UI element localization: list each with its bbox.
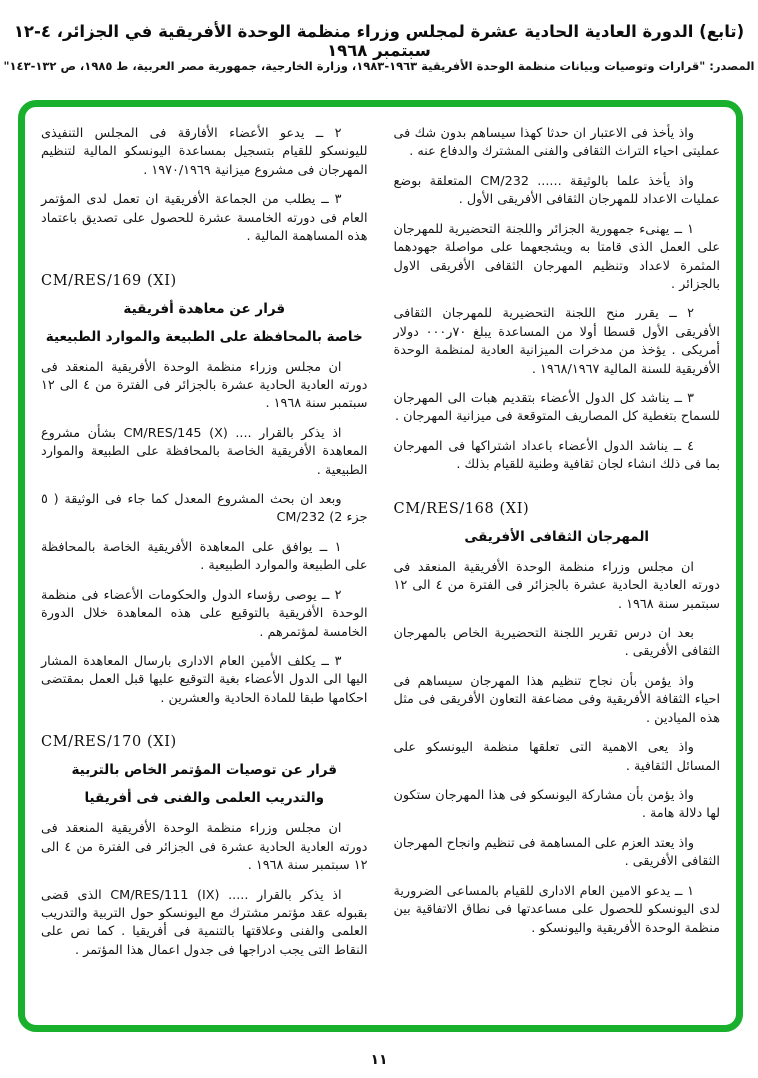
document-header-title: (تابع) الدورة العادية الحادية عشرة لمجلس وزراء منظمة الوحدة الأفريقية في الجزائر، ٤-١٢ سبتمبر ١٩٦٨ <box>13 22 745 60</box>
column-left <box>41 125 368 1015</box>
text-paragraph: واذ يؤمن بأن نجاح تنظيم هذا المهرجان سيساهم فى احياء الثقافة الأفريقية وفى مضاعفة التعاون الأفريقى فى مثل هذه الميادين . <box>393 673 720 726</box>
text-paragraph: واذ يعتد العزم على المساهمة فى تنظيم وانجاح المهرجان الثقافى الأفريقى . <box>393 835 720 870</box>
text-paragraph: ١ ــ يوافق على المعاهدة الأفريقية الخاصة بالمحافظة على الطبيعة والموارد الطبيعية . <box>41 539 368 574</box>
two-column-layout <box>41 125 720 1015</box>
text-paragraph: ٢ ــ يقرر منح اللجنة التحضيرية للمهرجان الثقافى الأفريقى الأول قسطا أولا من المساعدة يبلغ ‪٧٠ر٠٠٠‬ دولار أمريكى . يؤخذ من مدخرات الميزانية العادية لمنظمة الوحدة الأفريقية للسنة المالية ١٩٦٨/١٩٦٧ . <box>393 306 720 377</box>
text-paragraph: ١ ــ يدعو الامين العام الادارى للقيام بالمساعى الضرورية لدى اليونسكو للحصول على مساعدتها فى نطاق الاتفاقية بين منظمة الوحدة الأفريقية واليونسكو . <box>393 883 720 936</box>
document-source-line: المصدر: "قرارات وتوصيات وبيانات منظمة الوحدة الأفريقية ١٩٦٣-١٩٨٣، وزارة الخارجية، جمهورية مصر العربية، ط ١٩٨٥، ص ١٣٢-١٤٣" <box>3 59 755 73</box>
text-paragraph: اذ يذكر بالقرار ..... CM/RES/111 (IX) الذى قضى بقبوله عقد مؤتمر مشترك مع اليونسكو حول التربية والتدريب العلمى والفنى وعلاقتها بالتنمية فى أفريقيا . كما نص على النقاط التى يجب ادراجها فى جدول اعمال هذا المؤتمر . <box>41 887 368 958</box>
resolution-code: CM/RES/169 (XI) <box>41 272 177 289</box>
column-right <box>394 125 721 1015</box>
section-heading: والتدريب العلمى والفنى فى أفريقيا <box>84 790 325 807</box>
resolution-code: CM/RES/168 (XI) <box>393 500 530 517</box>
page-number: ١١ <box>370 1052 388 1068</box>
section-heading: خاصة بالمحافظة على الطبيعة والموارد الطبيعية <box>45 328 363 345</box>
text-paragraph: ٣ ــ يناشد كل الدول الأعضاء بتقديم هبات الى المهرجان للسماح بتغطية كل المصاريف المتوقعة فى ميزانية المهرجان . <box>393 391 720 425</box>
text-paragraph: ٢ ــ يوصى رؤساء الدول والحكومات الأعضاء فى منظمة الوحدة الأفريقية بالتوقيع على هذه المعاهدة خلال الدورة الخامسة لمؤتمرهم . <box>41 587 368 640</box>
section-heading: قرار عن معاهدة أفريقية <box>123 300 286 317</box>
text-paragraph: ٤ ــ يناشد الدول الأعضاء باعداد اشتراكها فى المهرجان بما فى ذلك انشاء لجان ثقافية وطنية للقيام بذلك . <box>393 438 720 473</box>
text-paragraph: وبعد ان بحث المشروع المعدل كما جاء فى الوثيقة ( ٥ جزء 2) CM/232 <box>41 492 368 526</box>
text-paragraph: واذ يأخذ علما بالوثيقة ...... CM/232 المتعلقة بوضع عمليات الاعداد للمهرجان الثقافى الأفريقى الأول . <box>393 173 720 208</box>
text-paragraph: ٣ ــ يطلب من الجماعة الأفريقية ان تعمل لدى المؤتمر العام فى دورته الخامسة عشرة للحصول على تصديق باعتماد هذه المساهمة المالية . <box>41 192 368 245</box>
text-paragraph: ٢ ــ يدعو الأعضاء الأفارقة فى المجلس التنفيذى لليونسكو للقيام بتسجيل بمساعدة اليونسكو المالية لتنظيم المهرجان فى مشروع ميزانية ١٩٧٠/١٩٦٩ . <box>41 126 368 178</box>
text-paragraph: ٣ ــ يكلف الأمين العام الادارى بارسال المعاهدة المشار اليها الى الدول الأعضاء بغية التوقيع عليها قبل العمل بمقتضى احكامها طبقا للمادة الحادية والعشرين . <box>41 654 368 706</box>
section-heading: المهرجان الثقافى الأفريقى <box>464 528 650 545</box>
text-paragraph: واذ يعى الاهمية التى تعلقها منظمة اليونسكو على المسائل الثقافية . <box>393 740 720 774</box>
text-paragraph: ان مجلس وزراء منظمة الوحدة الأفريقية المنعقد فى دورته العادية الحادية عشرة فى الجزائر فى الفترة من ٤ الى ١٢ سبتمبر سنة ١٩٦٨ . <box>41 821 368 874</box>
text-paragraph: ان مجلس وزراء منظمة الوحدة الأفريقية المنعقد فى دورته العادية الحادية عشرة بالجزائر فى الفترة من ٤ الى ١٢ سبتمبر سنة ١٩٦٨ . <box>41 359 368 412</box>
text-paragraph: ان مجلس وزراء منظمة الوحدة الأفريقية المنعقد فى دورته العادية الحادية عشرة بالجزائر فى الفترة من ٤ الى ١٢ سبتمبر سنة ١٩٦٨ . <box>393 559 720 612</box>
resolution-code: CM/RES/170 (XI) <box>41 734 177 751</box>
text-paragraph: واذ يأخذ فى الاعتبار ان حدثا كهذا سيساهم بدون شك فى عمليتى احياء التراث الثقافى والفنى المشترك والدفاع عنه . <box>393 126 720 160</box>
text-paragraph: اذ يذكر بالقرار .... CM/RES/145 (X) بشأن مشروع المعاهدة الأفريقية الخاصة بالمحافظة على الطبيعة والموارد الطبيعية . <box>41 425 368 478</box>
content-frame <box>18 100 743 1032</box>
section-heading: قرار عن توصيات المؤتمر الخاص بالتربية <box>71 762 337 779</box>
text-paragraph: ١ ــ يهنىء جمهورية الجزائر واللجنة التحضيرية للمهرجان على العمل الذى قامتا به ويشجعهما على مواصلة جهودهما المثمرة لاعداد وتنظيم المهرجان الثقافى الأفريقى الاول بالجزائر . <box>393 221 720 292</box>
text-paragraph: واذ يؤمن بأن مشاركة اليونسكو فى هذا المهرجان ستكون لها دلالة هامة . <box>393 787 720 822</box>
text-paragraph: بعد ان درس تقرير اللجنة التحضيرية الخاص بالمهرجان الثقافى الأفريقى . <box>393 626 720 660</box>
